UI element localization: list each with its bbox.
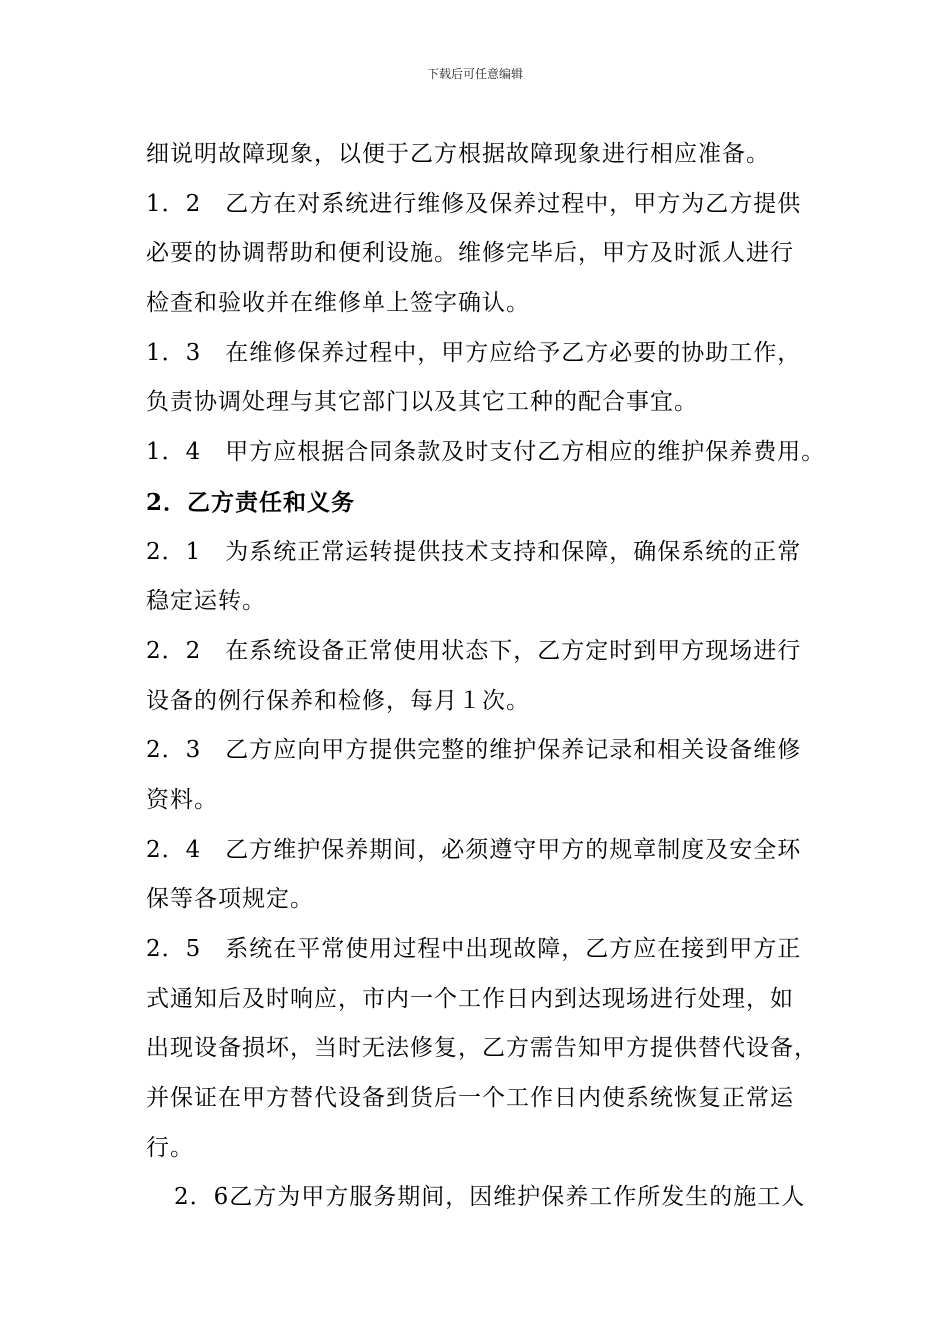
clause-2-2-line-1: 2．2 在系统设备正常使用状态下，乙方定时到甲方现场进行 <box>146 637 802 664</box>
clause-2-2-line-2: 设备的例行保养和检修，每月１次。 <box>146 687 530 714</box>
clause-2-5-line-2: 式通知后及时响应，市内一个工作日内到达现场进行处理，如 <box>146 985 794 1012</box>
clause-1-2-line-3: 检查和验收并在维修单上签字确认。 <box>146 290 530 317</box>
text-line: 细说明故障现象，以便于乙方根据故障现象进行相应准备。 <box>146 141 770 167</box>
clause-2-5-line-4: 并保证在甲方替代设备到货后一个工作日内使系统恢复正常运 <box>146 1085 794 1112</box>
clause-1-3-line-1: 1．3 在维修保养过程中，甲方应给予乙方必要的协助工作， <box>146 339 802 366</box>
clause-2-5-line-1: 2．5 系统在平常使用过程中出现故障，乙方应在接到甲方正 <box>146 936 802 962</box>
document-body <box>146 130 826 1223</box>
clause-2-3-line-2: 资料。 <box>146 786 218 813</box>
clause-1-4-line-1: 1．4 甲方应根据合同条款及时支付乙方相应的维护保养费用。 <box>146 439 826 466</box>
clause-2-4-line-1: 2．4 乙方维护保养期间，必须遵守甲方的规章制度及安全环 <box>146 836 802 863</box>
clause-1-2-line-2: 必要的协调帮助和便利设施。维修完毕后，甲方及时派人进行 <box>146 240 794 267</box>
clause-2-4-line-2: 保等各项规定。 <box>146 886 314 913</box>
clause-1-3-line-2: 负责协调处理与其它部门以及其它工种的配合事宜。 <box>146 389 698 416</box>
section-2-heading: 2．乙方责任和义务 <box>146 488 356 516</box>
clause-1-2-line-1: 1．2 乙方在对系统进行维修及保养过程中，甲方为乙方提供 <box>146 190 802 217</box>
clause-2-5-line-5: 行。 <box>146 1134 194 1161</box>
clause-2-1-line-2: 稳定运转。 <box>146 588 266 615</box>
page-header: 下载后可任意编辑 <box>426 67 523 81</box>
clause-2-3-line-1: 2．3 乙方应向甲方提供完整的维护保养记录和相关设备维修 <box>146 737 802 764</box>
clause-2-1-line-1: 2．1 为系统正常运转提供技术支持和保障，确保系统的正常 <box>146 538 802 565</box>
clause-2-5-line-3: 出现设备损坏，当时无法修复，乙方需告知甲方提供替代设备， <box>146 1035 818 1062</box>
clause-2-6-line-1: 2．6乙方为甲方服务期间，因维护保养工作所发生的施工人 <box>174 1184 806 1211</box>
